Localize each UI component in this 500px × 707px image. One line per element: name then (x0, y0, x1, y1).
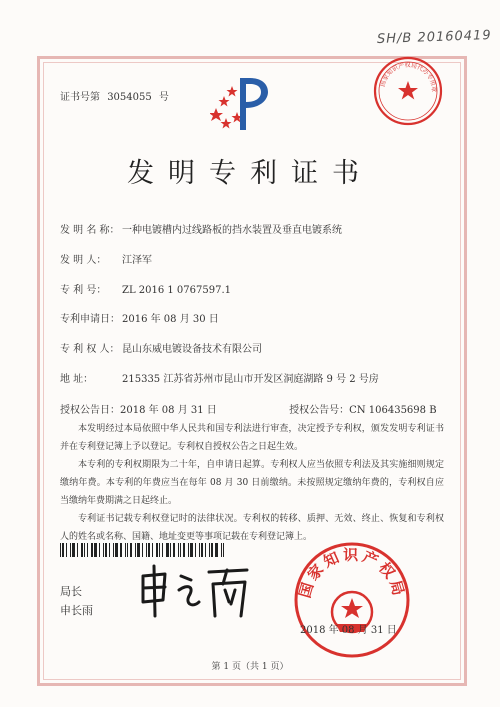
barcode-bar (199, 543, 200, 557)
barcode-bar (91, 543, 93, 557)
barcode-bar (70, 543, 71, 557)
field-label: 发 明 名 称： (60, 225, 120, 236)
field-value: 215335 江苏省苏州市昆山市开发区洞庭湖路 9 号 2 号房 (122, 374, 379, 385)
barcode (60, 543, 230, 557)
cert-number-value: 3054055 (107, 92, 152, 103)
small-seal-text: 国家知识产权局代办专用章 (379, 61, 438, 93)
field-label: 专利申请日： (60, 314, 120, 325)
barcode-bar (81, 543, 83, 557)
director-signature (135, 562, 255, 622)
barcode-bar (87, 543, 88, 557)
field-value: 一种电镀槽内过线路板的挡水装置及垂直电镀系统 (122, 225, 342, 236)
barcode-bar (113, 543, 114, 557)
barcode-bar (115, 543, 118, 557)
barcode-bar (152, 543, 153, 557)
big-seal-text: 国家知识产权局 (295, 545, 409, 601)
barcode-bar (178, 543, 179, 557)
barcode-bar (109, 543, 110, 557)
barcode-bar (221, 543, 222, 557)
barcode-bar (205, 543, 206, 557)
barcode-bar (142, 543, 143, 557)
barcode-bar (94, 543, 97, 557)
cnipa-logo-icon (210, 72, 272, 134)
barcode-bar (180, 543, 181, 557)
field-label: 专 利 权 人： (60, 344, 120, 355)
barcode-bar (120, 543, 122, 557)
barcode-bar (209, 543, 210, 557)
field-value: 江泽军 (122, 255, 152, 266)
barcode-bar (130, 543, 132, 557)
barcode-bar (166, 543, 169, 557)
publication-no-value: CN 106435698 B (349, 405, 437, 416)
barcode-bar (62, 543, 64, 557)
field-value: ZL 2016 1 0767597.1 (122, 285, 232, 296)
barcode-bar (99, 543, 100, 557)
barcode-bar (77, 543, 78, 557)
field-row (60, 221, 342, 236)
grant-date-value: 2018 年 08 月 31 日 (120, 405, 217, 416)
barcode-bar (190, 543, 193, 557)
publication-no-label: 授权公告号： (289, 405, 350, 416)
cert-number-suffix: 号 (158, 92, 169, 103)
field-row (60, 281, 231, 296)
field-row (60, 251, 152, 266)
body-paragraph-1: 本发明经过本局依照中华人民共和国专利法进行审查，决定授予专利权，颁发发明专利证书并在专利登记簿上予以登记。专利权自授权公告之日起生效。 (60, 424, 444, 452)
barcode-bar (105, 543, 107, 557)
barcode-bar (156, 543, 158, 557)
barcode-bar (223, 543, 224, 557)
field-row (60, 340, 262, 355)
grant-date-label: 授权公告日： (60, 405, 120, 416)
agency-seal-icon (372, 55, 444, 127)
field-row (60, 370, 379, 385)
barcode-bar (146, 543, 147, 557)
barcode-bar (188, 543, 189, 557)
director-title: 局长 (60, 585, 82, 598)
barcode-bar (211, 543, 213, 557)
barcode-bar (159, 543, 160, 557)
handwritten-note: SH/B 20160419 (377, 28, 493, 47)
barcode-bar (125, 543, 126, 557)
cert-number-label: 证书号第 (60, 92, 100, 103)
barcode-bar (127, 543, 128, 557)
barcode-bar (201, 543, 203, 557)
page-number: 第 1 页（共 1 页） (211, 662, 289, 672)
certificate-number (60, 88, 169, 103)
grant-info-row (60, 401, 437, 416)
issue-date: 2018 年 08 月 31 日 (300, 625, 397, 636)
barcode-bar (103, 543, 104, 557)
field-label: 专 利 号： (60, 285, 107, 296)
director-name: 申长雨 (60, 604, 93, 617)
office-seal-icon (292, 540, 412, 660)
barcode-bar (170, 543, 171, 557)
field-value: 昆山东威电镀设备技术有限公司 (122, 344, 262, 355)
barcode-bar (66, 543, 67, 557)
barcode-bar (60, 543, 61, 557)
barcode-bar (162, 543, 163, 557)
barcode-bar (84, 543, 85, 557)
certificate-title: 发明专利证书 (127, 158, 373, 189)
barcode-bar (215, 543, 218, 557)
field-label: 地 址： (60, 374, 94, 385)
body-paragraph-3: 专利证书记载专利权登记时的法律状况。专利权的转移、质押、无效、终止、恢复和专利权人的姓名或名称、国籍、地址变更等事项记载在专利登记簿上。 (60, 514, 444, 542)
barcode-bar (137, 543, 140, 557)
certificate-body (60, 420, 444, 546)
barcode-bar (148, 543, 150, 557)
field-label: 发 明 人： (60, 255, 107, 266)
field-row (60, 310, 219, 325)
barcode-bar (173, 543, 175, 557)
barcode-bar (135, 543, 136, 557)
barcode-bar (183, 543, 185, 557)
field-value: 2016 年 08 月 30 日 (122, 314, 219, 325)
barcode-bar (195, 543, 196, 557)
body-paragraph-2: 本专利的专利权期限为二十年，自申请日起算。专利权人应当依照专利法及其实施细则规定缴纳年费。本专利的年费应当在每年 08 月 30 日前缴纳。未按照规定缴纳年费的，专利权自应当缴纳年费期满之日起终止。 (60, 460, 444, 506)
barcode-bar (72, 543, 75, 557)
